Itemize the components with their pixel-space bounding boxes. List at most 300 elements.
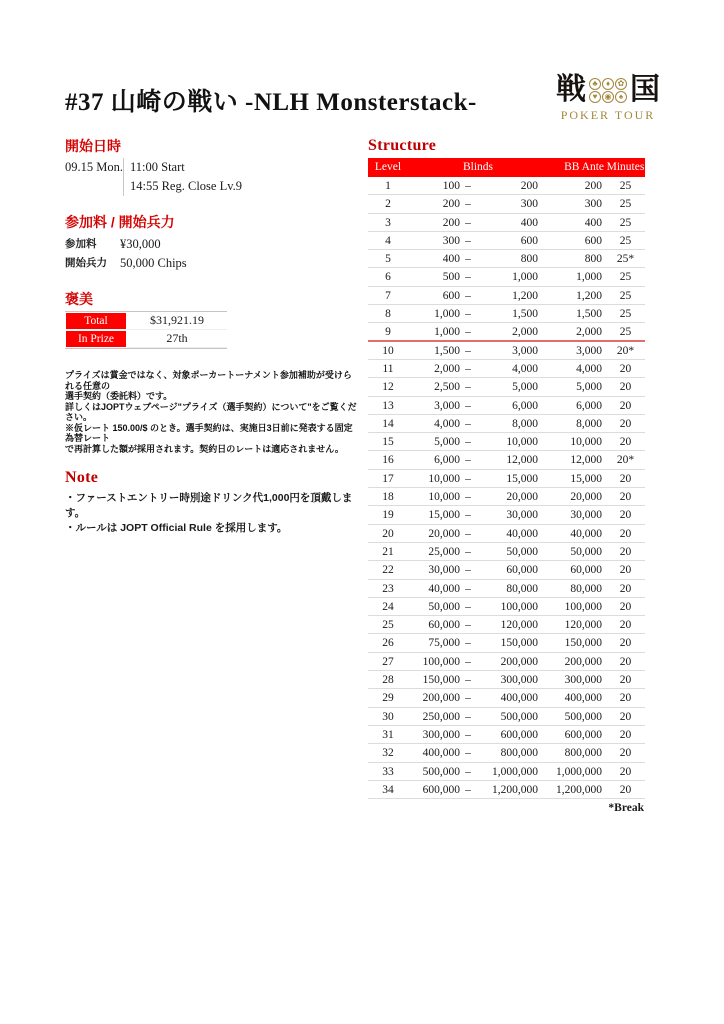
blinds-cell bbox=[408, 763, 548, 780]
blinds-cell bbox=[408, 561, 548, 578]
structure-row bbox=[368, 708, 645, 726]
level-cell: 8 bbox=[385, 308, 391, 321]
big-blind-value: 1,000 bbox=[512, 271, 538, 284]
small-blind-value: 100,000 bbox=[422, 655, 460, 668]
minutes-cell: 25 bbox=[619, 308, 632, 321]
blinds-cell bbox=[408, 726, 548, 743]
starting-stack-label: 開始兵力 bbox=[65, 257, 107, 269]
note-heading: Note bbox=[65, 469, 99, 486]
blinds-dash: – bbox=[465, 198, 471, 211]
small-blind-value: 500,000 bbox=[422, 765, 460, 778]
big-blind-value: 6,000 bbox=[512, 399, 538, 412]
blinds-dash: – bbox=[465, 271, 471, 284]
ante-cell: 300,000 bbox=[564, 674, 602, 687]
prize-section bbox=[65, 290, 357, 349]
note-items bbox=[65, 491, 357, 536]
note-item: ・ルールは JOPT Official Rule を採用します。 bbox=[65, 522, 288, 534]
level-cell: 6 bbox=[385, 271, 391, 284]
small-blind-value: 500 bbox=[442, 271, 460, 284]
blinds-dash: – bbox=[465, 765, 471, 778]
blinds-dash: – bbox=[465, 417, 471, 430]
structure-row bbox=[368, 451, 645, 469]
small-blind-value: 200 bbox=[442, 198, 460, 211]
small-blind-value: 30,000 bbox=[428, 564, 460, 577]
big-blind-value: 3,000 bbox=[512, 344, 538, 357]
blinds-cell bbox=[408, 177, 548, 194]
structure-table-body bbox=[368, 177, 645, 799]
small-blind-value: 60,000 bbox=[428, 619, 460, 632]
ante-cell: 1,000 bbox=[576, 271, 602, 284]
blinds-cell bbox=[408, 580, 548, 597]
minutes-cell: 25 bbox=[619, 198, 632, 211]
blinds-cell bbox=[408, 360, 548, 377]
small-blind-value: 200,000 bbox=[422, 692, 460, 705]
minutes-cell: 20 bbox=[619, 436, 632, 449]
ante-cell: 150,000 bbox=[564, 637, 602, 650]
minutes-cell: 25 bbox=[619, 216, 632, 229]
level-cell: 26 bbox=[382, 637, 394, 650]
big-blind-value: 400 bbox=[520, 216, 538, 229]
entry-rows bbox=[65, 235, 357, 273]
blinds-dash: – bbox=[465, 509, 471, 522]
prize-heading: 褒美 bbox=[65, 291, 93, 307]
big-blind-value: 50,000 bbox=[506, 545, 538, 558]
structure-row bbox=[368, 671, 645, 689]
blinds-cell bbox=[408, 634, 548, 651]
structure-row bbox=[368, 342, 645, 360]
blinds-dash: – bbox=[465, 619, 471, 632]
ante-cell: 3,000 bbox=[576, 344, 602, 357]
small-blind-value: 1,000 bbox=[434, 326, 460, 339]
logo-wordmark: POKER TOUR bbox=[560, 108, 656, 122]
blinds-cell bbox=[408, 250, 548, 267]
big-blind-value: 12,000 bbox=[506, 454, 538, 467]
minutes-cell: 20 bbox=[619, 381, 632, 394]
minutes-cell: 20 bbox=[619, 545, 632, 558]
small-blind-value: 4,000 bbox=[434, 417, 460, 430]
level-cell: 23 bbox=[382, 582, 394, 595]
structure-row bbox=[368, 525, 645, 543]
logo-kanji-right: 国 bbox=[630, 73, 660, 106]
structure-row bbox=[368, 177, 645, 195]
blinds-cell bbox=[408, 470, 548, 487]
disclaimer-line: で再計算した額が採用されます。契約日のレートは適応されません。 bbox=[65, 443, 344, 454]
big-blind-value: 1,500 bbox=[512, 308, 538, 321]
ante-cell: 8,000 bbox=[576, 417, 602, 430]
structure-row bbox=[368, 653, 645, 671]
disclaimer-line: ※仮レート 150.00/$ のとき。選手契約は、実施日3日前に発表する固定為替レート bbox=[65, 422, 353, 443]
level-cell: 1 bbox=[385, 180, 391, 192]
note-section bbox=[65, 469, 357, 536]
ante-cell: 200 bbox=[584, 180, 602, 192]
ante-cell: 1,200,000 bbox=[556, 783, 602, 796]
blinds-dash: – bbox=[465, 344, 471, 357]
ante-cell: 80,000 bbox=[570, 582, 602, 595]
blinds-dash: – bbox=[465, 564, 471, 577]
small-blind-value: 5,000 bbox=[434, 436, 460, 449]
small-blind-value: 40,000 bbox=[428, 582, 460, 595]
small-blind-value: 400,000 bbox=[422, 747, 460, 760]
prize-total-value: $31,921.19 bbox=[127, 312, 227, 330]
minutes-cell: 20 bbox=[619, 765, 632, 778]
minutes-cell: 20 bbox=[619, 783, 632, 796]
level-cell: 4 bbox=[385, 234, 391, 247]
entry-section bbox=[65, 213, 357, 273]
small-blind-value: 300 bbox=[442, 234, 460, 247]
break-footnote: *Break bbox=[608, 802, 644, 815]
ante-cell: 800 bbox=[584, 253, 602, 266]
ante-cell: 15,000 bbox=[570, 472, 602, 485]
structure-row bbox=[368, 287, 645, 305]
structure-row bbox=[368, 232, 645, 250]
big-blind-value: 600 bbox=[520, 234, 538, 247]
structure-row bbox=[368, 378, 645, 396]
blinds-cell bbox=[408, 323, 548, 339]
blinds-cell bbox=[408, 433, 548, 450]
blinds-dash: – bbox=[465, 362, 471, 375]
heart-suit-icon: ♥ bbox=[589, 91, 601, 103]
minutes-cell: 20 bbox=[619, 399, 632, 412]
big-blind-value: 300 bbox=[520, 198, 538, 211]
minutes-cell: 20 bbox=[619, 564, 632, 577]
level-cell: 10 bbox=[382, 344, 394, 357]
structure-row bbox=[368, 781, 645, 799]
spade-suit-icon: ♠ bbox=[615, 91, 627, 103]
ante-cell: 40,000 bbox=[570, 527, 602, 540]
minutes-cell: 25* bbox=[616, 253, 635, 266]
blinds-cell bbox=[408, 214, 548, 231]
blinds-cell bbox=[408, 744, 548, 761]
level-cell: 9 bbox=[385, 326, 391, 339]
blinds-cell bbox=[408, 616, 548, 633]
blinds-dash: – bbox=[465, 692, 471, 705]
structure-row bbox=[368, 634, 645, 652]
small-blind-value: 10,000 bbox=[428, 491, 460, 504]
blinds-cell bbox=[408, 671, 548, 688]
blinds-dash: – bbox=[465, 674, 471, 687]
level-cell: 19 bbox=[382, 509, 394, 522]
small-blind-value: 1,500 bbox=[434, 344, 460, 357]
minutes-cell: 20 bbox=[619, 692, 632, 705]
blinds-cell bbox=[408, 378, 548, 395]
big-blind-value: 30,000 bbox=[506, 509, 538, 522]
level-cell: 12 bbox=[382, 381, 394, 394]
small-blind-value: 10,000 bbox=[428, 472, 460, 485]
big-blind-value: 5,000 bbox=[512, 381, 538, 394]
ante-cell: 400 bbox=[584, 216, 602, 229]
minutes-cell: 20 bbox=[619, 710, 632, 723]
structure-row bbox=[368, 543, 645, 561]
structure-row bbox=[368, 616, 645, 634]
structure-row bbox=[368, 397, 645, 415]
ante-cell: 1,500 bbox=[576, 308, 602, 321]
big-blind-value: 1,200,000 bbox=[492, 783, 538, 796]
big-blind-value: 40,000 bbox=[506, 527, 538, 540]
minutes-column-header: Minutes bbox=[606, 161, 645, 173]
structure-row bbox=[368, 214, 645, 232]
ante-cell: 4,000 bbox=[576, 362, 602, 375]
small-blind-value: 150,000 bbox=[422, 674, 460, 687]
level-cell: 2 bbox=[385, 198, 391, 211]
blinds-dash: – bbox=[465, 216, 471, 229]
schedule-table bbox=[65, 158, 357, 196]
bb-ante-column-header: BB Ante bbox=[564, 161, 604, 173]
level-cell: 7 bbox=[385, 289, 391, 302]
level-cell: 33 bbox=[382, 765, 394, 778]
small-blind-value: 100 bbox=[442, 180, 460, 192]
ante-cell: 60,000 bbox=[570, 564, 602, 577]
disclaimer-line: 選手契約（委託料）です。 bbox=[65, 391, 173, 401]
big-blind-value: 1,200 bbox=[512, 289, 538, 302]
minutes-cell: 25 bbox=[619, 271, 632, 284]
structure-row bbox=[368, 305, 645, 323]
level-cell: 14 bbox=[382, 417, 394, 430]
info-column bbox=[65, 137, 357, 536]
small-blind-value: 6,000 bbox=[434, 454, 460, 467]
minutes-cell: 20* bbox=[616, 454, 635, 467]
big-blind-value: 60,000 bbox=[506, 564, 538, 577]
blinds-cell bbox=[408, 195, 548, 212]
big-blind-value: 10,000 bbox=[506, 436, 538, 449]
structure-table bbox=[368, 158, 645, 799]
big-blind-value: 800,000 bbox=[500, 747, 538, 760]
blinds-cell bbox=[408, 506, 548, 523]
level-cell: 13 bbox=[382, 399, 394, 412]
big-blind-value: 2,000 bbox=[512, 326, 538, 339]
small-blind-value: 400 bbox=[442, 253, 460, 266]
big-blind-value: 300,000 bbox=[500, 674, 538, 687]
big-blind-value: 1,000,000 bbox=[492, 765, 538, 778]
level-cell: 3 bbox=[385, 216, 391, 229]
ante-cell: 200,000 bbox=[564, 655, 602, 668]
level-cell: 32 bbox=[382, 747, 394, 760]
small-blind-value: 15,000 bbox=[428, 509, 460, 522]
ante-cell: 10,000 bbox=[570, 436, 602, 449]
blinds-cell bbox=[408, 415, 548, 432]
prize-in-prize-value: 27th bbox=[127, 330, 227, 348]
level-cell: 5 bbox=[385, 253, 391, 266]
level-column-header: Level bbox=[374, 161, 402, 173]
prize-in-prize-label: In Prize bbox=[65, 330, 127, 348]
small-blind-value: 200 bbox=[442, 216, 460, 229]
ante-cell: 120,000 bbox=[564, 619, 602, 632]
prize-table bbox=[65, 311, 227, 349]
small-blind-value: 20,000 bbox=[428, 527, 460, 540]
prize-total-label: Total bbox=[65, 312, 127, 330]
structure-table-header bbox=[368, 158, 645, 177]
ante-cell: 500,000 bbox=[564, 710, 602, 723]
ante-cell: 300 bbox=[584, 198, 602, 211]
schedule-heading: 開始日時 bbox=[65, 138, 121, 154]
blinds-cell bbox=[408, 543, 548, 560]
starting-stack-row bbox=[65, 254, 357, 273]
start-time: 11:00 Start bbox=[130, 160, 185, 174]
ante-cell: 600,000 bbox=[564, 728, 602, 741]
structure-section bbox=[368, 137, 645, 814]
structure-row bbox=[368, 433, 645, 451]
minutes-cell: 20 bbox=[619, 674, 632, 687]
minutes-cell: 20 bbox=[619, 582, 632, 595]
level-cell: 28 bbox=[382, 674, 394, 687]
ante-cell: 100,000 bbox=[564, 600, 602, 613]
blinds-dash: – bbox=[465, 253, 471, 266]
big-blind-value: 200,000 bbox=[500, 655, 538, 668]
blinds-dash: – bbox=[465, 527, 471, 540]
prize-disclaimer bbox=[65, 370, 357, 454]
level-cell: 24 bbox=[382, 600, 394, 613]
ante-cell: 6,000 bbox=[576, 399, 602, 412]
blinds-dash: – bbox=[465, 381, 471, 394]
minutes-cell: 20 bbox=[619, 509, 632, 522]
blinds-dash: – bbox=[465, 234, 471, 247]
level-cell: 17 bbox=[382, 472, 394, 485]
big-blind-value: 150,000 bbox=[500, 637, 538, 650]
blinds-cell bbox=[408, 451, 548, 468]
entry-fee-label: 参加料 bbox=[65, 238, 97, 250]
minutes-cell: 20 bbox=[619, 417, 632, 430]
ante-cell: 20,000 bbox=[570, 491, 602, 504]
logo-kanji-row bbox=[558, 74, 658, 106]
structure-row bbox=[368, 763, 645, 781]
big-blind-value: 100,000 bbox=[500, 600, 538, 613]
small-blind-value: 600 bbox=[442, 289, 460, 302]
structure-row bbox=[368, 561, 645, 579]
level-cell: 31 bbox=[382, 728, 394, 741]
blinds-cell bbox=[408, 488, 548, 505]
disclaimer-line: プライズは賞金ではなく、対象ポーカートーナメント参加補助が受けられる任意の bbox=[65, 370, 352, 391]
ante-cell: 600 bbox=[584, 234, 602, 247]
structure-row bbox=[368, 250, 645, 268]
schedule-times bbox=[123, 158, 242, 196]
big-blind-value: 8,000 bbox=[512, 417, 538, 430]
small-blind-value: 2,500 bbox=[434, 381, 460, 394]
blinds-dash: – bbox=[465, 326, 471, 339]
ante-cell: 12,000 bbox=[570, 454, 602, 467]
schedule-section bbox=[65, 137, 357, 196]
structure-row bbox=[368, 415, 645, 433]
note-item: ・ファーストエントリー時別途ドリンク代1,000円を頂戴します。 bbox=[65, 492, 353, 519]
disclaimer-line: 詳しくはJOPTウェブページ"プライズ（選手契約）について"をご覧ください。 bbox=[65, 401, 357, 422]
blinds-cell bbox=[408, 287, 548, 304]
structure-row bbox=[368, 689, 645, 707]
level-cell: 20 bbox=[382, 527, 394, 540]
level-cell: 21 bbox=[382, 545, 394, 558]
minutes-cell: 25 bbox=[619, 180, 632, 192]
level-cell: 27 bbox=[382, 655, 394, 668]
blinds-dash: – bbox=[465, 180, 471, 192]
flower-suit-icon: ✿ bbox=[615, 78, 627, 90]
small-blind-value: 2,000 bbox=[434, 362, 460, 375]
blinds-cell bbox=[408, 525, 548, 542]
blinds-dash: – bbox=[465, 454, 471, 467]
structure-row bbox=[368, 470, 645, 488]
small-blind-value: 25,000 bbox=[428, 545, 460, 558]
structure-heading: Structure bbox=[368, 137, 437, 154]
minutes-cell: 20 bbox=[619, 747, 632, 760]
small-blind-value: 3,000 bbox=[434, 399, 460, 412]
ante-cell: 800,000 bbox=[564, 747, 602, 760]
level-cell: 34 bbox=[382, 783, 394, 796]
blinds-dash: – bbox=[465, 582, 471, 595]
minutes-cell: 20 bbox=[619, 619, 632, 632]
big-blind-value: 15,000 bbox=[506, 472, 538, 485]
entry-fee-row bbox=[65, 235, 357, 254]
reg-close-time: 14:55 Reg. Close Lv.9 bbox=[130, 179, 243, 193]
blinds-dash: – bbox=[465, 783, 471, 796]
blinds-column-header: Blinds bbox=[462, 161, 494, 173]
level-cell: 30 bbox=[382, 710, 394, 723]
level-cell: 15 bbox=[382, 436, 394, 449]
blinds-dash: – bbox=[465, 308, 471, 321]
starting-stack-value: 50,000 Chips bbox=[120, 256, 187, 270]
blinds-dash: – bbox=[465, 399, 471, 412]
structure-row bbox=[368, 744, 645, 762]
big-blind-value: 400,000 bbox=[500, 692, 538, 705]
entry-fee-value: ¥30,000 bbox=[120, 237, 161, 251]
small-blind-value: 50,000 bbox=[428, 600, 460, 613]
blinds-cell bbox=[408, 708, 548, 725]
structure-row bbox=[368, 598, 645, 616]
blinds-cell bbox=[408, 342, 548, 359]
big-blind-value: 4,000 bbox=[512, 362, 538, 375]
structure-row bbox=[368, 323, 645, 341]
big-blind-value: 120,000 bbox=[500, 619, 538, 632]
structure-row bbox=[368, 195, 645, 213]
minutes-cell: 20 bbox=[619, 637, 632, 650]
structure-row bbox=[368, 506, 645, 524]
big-blind-value: 200 bbox=[520, 180, 538, 192]
structure-row bbox=[368, 360, 645, 378]
blinds-cell bbox=[408, 268, 548, 285]
blinds-dash: – bbox=[465, 728, 471, 741]
logo-suit-grid bbox=[589, 78, 627, 103]
blinds-cell bbox=[408, 397, 548, 414]
structure-row bbox=[368, 268, 645, 286]
blinds-dash: – bbox=[465, 710, 471, 723]
level-cell: 11 bbox=[382, 362, 394, 375]
structure-row bbox=[368, 580, 645, 598]
club-suit-icon: ♣ bbox=[589, 78, 601, 90]
ante-cell: 1,000,000 bbox=[556, 765, 602, 778]
coin-suit-icon: ◉ bbox=[602, 91, 614, 103]
blinds-cell bbox=[408, 781, 548, 798]
blinds-dash: – bbox=[465, 637, 471, 650]
blinds-dash: – bbox=[465, 655, 471, 668]
ante-cell: 1,200 bbox=[576, 289, 602, 302]
level-cell: 16 bbox=[382, 454, 394, 467]
ante-cell: 5,000 bbox=[576, 381, 602, 394]
schedule-date: 09.15 Mon. bbox=[65, 160, 123, 174]
logo-kanji-left: 戦 bbox=[556, 73, 586, 106]
big-blind-value: 600,000 bbox=[500, 728, 538, 741]
big-blind-value: 800 bbox=[520, 253, 538, 266]
entry-heading: 参加料 / 開始兵力 bbox=[65, 214, 175, 230]
blinds-cell bbox=[408, 653, 548, 670]
level-cell: 22 bbox=[382, 564, 394, 577]
minutes-cell: 20* bbox=[616, 344, 635, 357]
minutes-cell: 25 bbox=[619, 289, 632, 302]
minutes-cell: 25 bbox=[619, 234, 632, 247]
small-blind-value: 600,000 bbox=[422, 783, 460, 796]
minutes-cell: 25 bbox=[619, 326, 632, 339]
blinds-cell bbox=[408, 305, 548, 322]
diamond-suit-icon: ♦ bbox=[602, 78, 614, 90]
structure-row bbox=[368, 488, 645, 506]
blinds-dash: – bbox=[465, 436, 471, 449]
blinds-cell bbox=[408, 598, 548, 615]
minutes-cell: 20 bbox=[619, 527, 632, 540]
blinds-dash: – bbox=[465, 491, 471, 504]
